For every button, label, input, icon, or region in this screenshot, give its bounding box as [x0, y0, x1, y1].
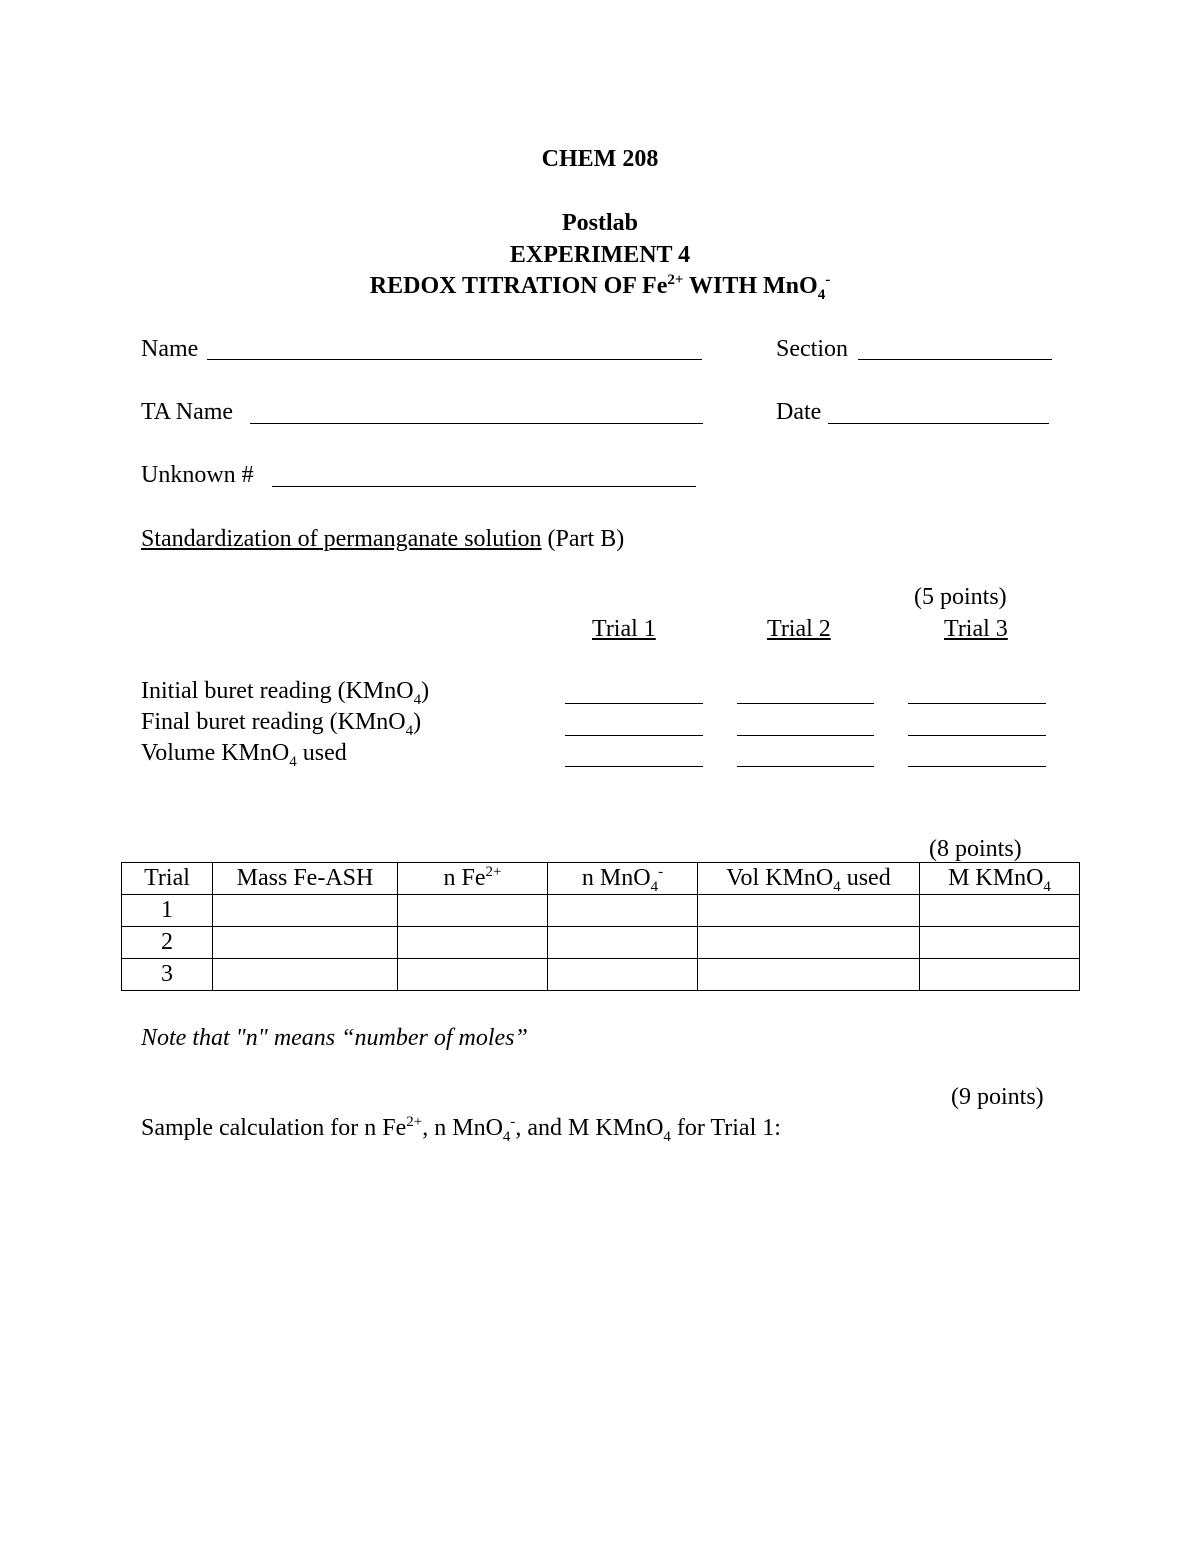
header-trial: Trial: [122, 863, 213, 895]
row-trial-number: 2: [122, 927, 213, 959]
volume-used-trial3-field[interactable]: [908, 766, 1046, 767]
final-buret-trial3-field[interactable]: [908, 735, 1046, 736]
header-m-prefix: M KMnO: [948, 865, 1044, 891]
cell-mass[interactable]: [213, 927, 398, 959]
header-n-mno4-sup: -: [658, 864, 664, 880]
trial-2-heading: Trial 2: [767, 616, 831, 642]
cell-n-mno4[interactable]: [548, 895, 698, 927]
cell-vol[interactable]: [698, 927, 920, 959]
initial-buret-prefix: Initial buret reading (KMnO: [141, 678, 414, 704]
name-field[interactable]: [207, 359, 702, 360]
sample-calculation-prompt: [141, 1114, 781, 1145]
initial-buret-trial3-field[interactable]: [908, 703, 1046, 704]
cell-n-fe[interactable]: [398, 959, 548, 991]
date-field[interactable]: [828, 423, 1049, 424]
cell-n-mno4[interactable]: [548, 959, 698, 991]
title-prefix: REDOX TITRATION OF Fe: [369, 273, 668, 299]
header-n-mno4-prefix: n MnO: [581, 865, 651, 891]
sample-p4: for Trial 1:: [670, 1115, 781, 1141]
moles-note: Note that "n" means “number of moles”: [141, 1025, 528, 1051]
header-n-fe: [398, 863, 548, 895]
sample-p2: , n MnO: [422, 1115, 503, 1141]
table-row: [122, 927, 1080, 959]
cell-n-fe[interactable]: [398, 927, 548, 959]
final-buret-prefix: Final buret reading (KMnO: [141, 709, 406, 735]
cell-m[interactable]: [920, 895, 1080, 927]
cell-n-fe[interactable]: [398, 895, 548, 927]
sample-sub2: 4: [663, 1128, 671, 1145]
sample-sup1: 2+: [406, 1114, 423, 1130]
header-n-fe-sup: 2+: [485, 864, 502, 880]
sample-p1: Sample calculation for n Fe: [141, 1115, 407, 1141]
date-label: Date: [776, 399, 822, 425]
header-n-mno4-sub: 4: [650, 878, 659, 895]
cell-m[interactable]: [920, 927, 1080, 959]
cell-vol[interactable]: [698, 959, 920, 991]
table-row: [122, 959, 1080, 991]
final-buret-label: [141, 709, 422, 739]
cell-vol[interactable]: [698, 895, 920, 927]
title-sup-charge: 2+: [667, 272, 684, 288]
volume-used-trial1-field[interactable]: [565, 766, 703, 767]
header-n-mno4: [548, 863, 698, 895]
row-trial-number: 3: [122, 959, 213, 991]
final-buret-suffix: ): [413, 709, 422, 735]
part-b-points: (5 points): [914, 584, 1007, 610]
final-buret-sub: 4: [405, 722, 414, 739]
initial-buret-sub: 4: [413, 691, 422, 708]
part-b-heading-suffix: (Part B): [541, 526, 625, 552]
title-sup-minus: -: [825, 272, 831, 288]
final-buret-trial1-field[interactable]: [565, 735, 703, 736]
sample-p3: , and M KMnO: [515, 1115, 664, 1141]
section-field[interactable]: [858, 359, 1052, 360]
title-sub: 4: [817, 286, 826, 303]
table-points: (8 points): [929, 836, 1022, 862]
cell-mass[interactable]: [213, 959, 398, 991]
cell-mass[interactable]: [213, 895, 398, 927]
trial-1-heading: Trial 1: [592, 616, 656, 642]
volume-used-suffix: used: [296, 740, 347, 766]
part-b-heading: [141, 527, 624, 551]
volume-used-trial2-field[interactable]: [737, 766, 874, 767]
header-m-sub: 4: [1043, 878, 1051, 895]
unknown-field[interactable]: [272, 486, 696, 487]
name-label: Name: [141, 336, 199, 362]
cell-m[interactable]: [920, 959, 1080, 991]
cell-n-mno4[interactable]: [548, 927, 698, 959]
header-n-fe-prefix: n Fe: [443, 865, 486, 891]
header-vol-suffix: used: [840, 865, 891, 891]
title-mid: WITH MnO: [683, 273, 818, 299]
volume-used-prefix: Volume KMnO: [141, 740, 290, 766]
sample-sub1: 4: [502, 1128, 511, 1145]
experiment-title: [0, 272, 1200, 303]
ta-name-field[interactable]: [250, 423, 703, 424]
header-m-kmno4: [920, 863, 1080, 895]
part-b-heading-title: Standardization of permanganate solution: [141, 526, 542, 552]
table-header-row: [122, 863, 1080, 895]
unknown-label: Unknown #: [141, 462, 254, 488]
initial-buret-trial2-field[interactable]: [737, 703, 874, 704]
postlab-subtitle: Postlab: [561, 210, 638, 236]
final-buret-trial2-field[interactable]: [737, 735, 874, 736]
sample-sup2: -: [510, 1114, 516, 1130]
trial-3-heading: Trial 3: [944, 616, 1008, 642]
volume-used-label: [141, 740, 347, 770]
table-row: [122, 895, 1080, 927]
header-mass: Mass Fe-ASH: [213, 863, 398, 895]
header-vol-sub: 4: [833, 878, 841, 895]
volume-used-sub: 4: [289, 753, 297, 770]
sample-points: (9 points): [951, 1084, 1044, 1110]
initial-buret-label: [141, 678, 430, 708]
experiment-number: EXPERIMENT 4: [509, 242, 691, 268]
row-trial-number: 1: [122, 895, 213, 927]
initial-buret-suffix: ): [421, 678, 430, 704]
results-table: [121, 862, 1080, 991]
header-vol-prefix: Vol KMnO: [726, 865, 834, 891]
ta-name-label: TA Name: [141, 399, 234, 425]
initial-buret-trial1-field[interactable]: [565, 703, 703, 704]
header-vol-kmno4: [698, 863, 920, 895]
section-label: Section: [776, 336, 848, 362]
course-title: CHEM 208: [541, 146, 659, 172]
